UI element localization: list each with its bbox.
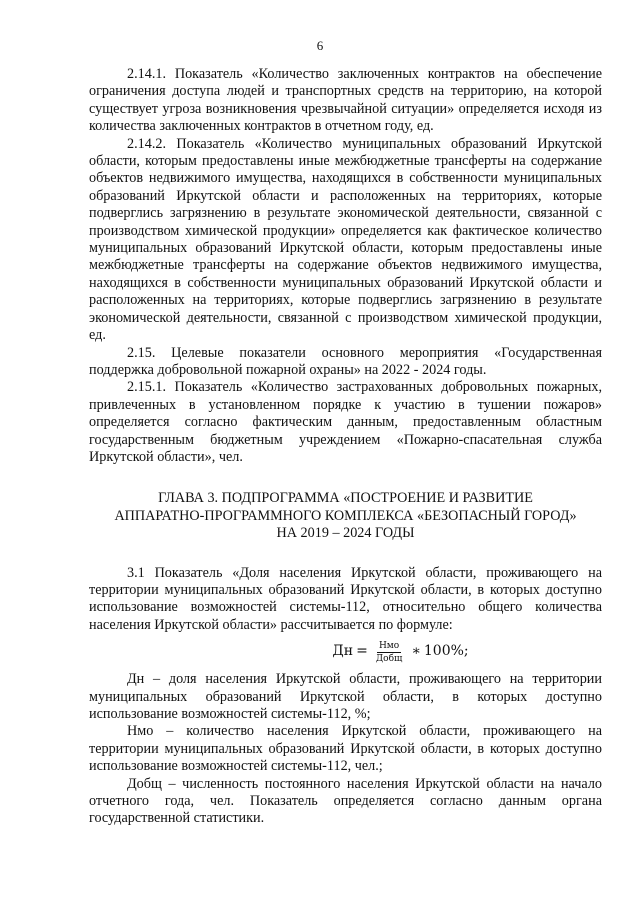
paragraph-3-1: 3.1 Показатель «Доля населения Иркутской области, проживающего на территории муниципальных образований Иркутской области, в которых доступно использование возможностей системы-112, относительно общего количества населения Иркутской области» рассчитывается по формуле: bbox=[89, 564, 602, 633]
chapter-title-line-2: АППАРАТНО-ПРОГРАММНОГО КОМПЛЕКСА «БЕЗОПАСНЫЙ ГОРОД» bbox=[114, 507, 577, 524]
chapter-title-line-1: ГЛАВА 3. ПОДПРОГРАММА «ПОСТРОЕНИЕ И РАЗВИТИЕ bbox=[158, 490, 533, 507]
paragraph-2-14-2: 2.14.2. Показатель «Количество муниципальных образований Иркутской области, которым предоставлены иные межбюджетные трансферты на содержание объектов недвижимого имущества, находящихся в собственности муниципальных образований Иркутской области и расположенных на территориях, которые подверглись загрязнению в результате экономической деятельности, связанной с производством химической продукции» определяется как фактическое количество муниципальных образований Иркутской области, которым предоставлены иные межбюджетные трансферты на содержание объектов недвижимого имущества, находящихся в собственности муниципальных образований Иркутской области и расположенных на территориях, которые подверглись загрязнению в результате экономической деятельности, связанной с производством химической продукции, ед. bbox=[89, 135, 602, 344]
definition-nmo: Нмо – количество населения Иркутской области, проживающего на территории муниципальных образований Иркутской области, в которых доступно использование возможностей системы-112, чел.; bbox=[89, 723, 602, 775]
formula-lhs: Дн bbox=[332, 643, 354, 660]
formula bbox=[199, 635, 602, 669]
formula-fraction bbox=[374, 641, 405, 664]
paragraph-2-15-1: 2.15.1. Показатель «Количество застрахованных добровольных пожарных, привлеченных в установленном порядке к участию в тушении пожаров» определяется согласно фактическим данным, предоставленным областным государственным бюджетным учреждением «Пожарно-спасательная служба Иркутской области», чел. bbox=[89, 379, 602, 465]
chapter-title bbox=[89, 490, 602, 542]
page-number: 6 bbox=[316, 38, 324, 53]
formula-factor: 100%; bbox=[423, 643, 469, 660]
document-body bbox=[89, 66, 602, 828]
definition-dn: Дн – доля населения Иркутской области, проживающего на территории муниципальных образований Иркутской области, в которых доступно использование возможностей системы-112, %; bbox=[89, 671, 602, 722]
formula-denominator: Добщ bbox=[375, 653, 403, 664]
formula-equals: = bbox=[356, 643, 368, 660]
paragraph-2-15: 2.15. Целевые показатели основного мероприятия «Государственная поддержка добровольной пожарной охраны» на 2022 - 2024 годы. bbox=[89, 344, 602, 378]
paragraph-2-14-1: 2.14.1. Показатель «Количество заключенных контрактов на обеспечение ограничения доступа людей и транспортных средств на территорию, на которой существует угроза возникновения чрезвычайной ситуации» определяется исходя из количества заключенных контрактов в отчетном году, ед. bbox=[89, 66, 602, 135]
chapter-title-line-3: НА 2019 – 2024 ГОДЫ bbox=[276, 525, 415, 542]
definition-dobsch: Добщ – численность постоянного населения Иркутской области на начало отчетного года, чел. Показатель определяется согласно данным органа государственной статистики. bbox=[89, 775, 602, 827]
formula-operator: ∗ bbox=[411, 643, 421, 660]
formula-numerator: Нмо bbox=[378, 640, 400, 651]
